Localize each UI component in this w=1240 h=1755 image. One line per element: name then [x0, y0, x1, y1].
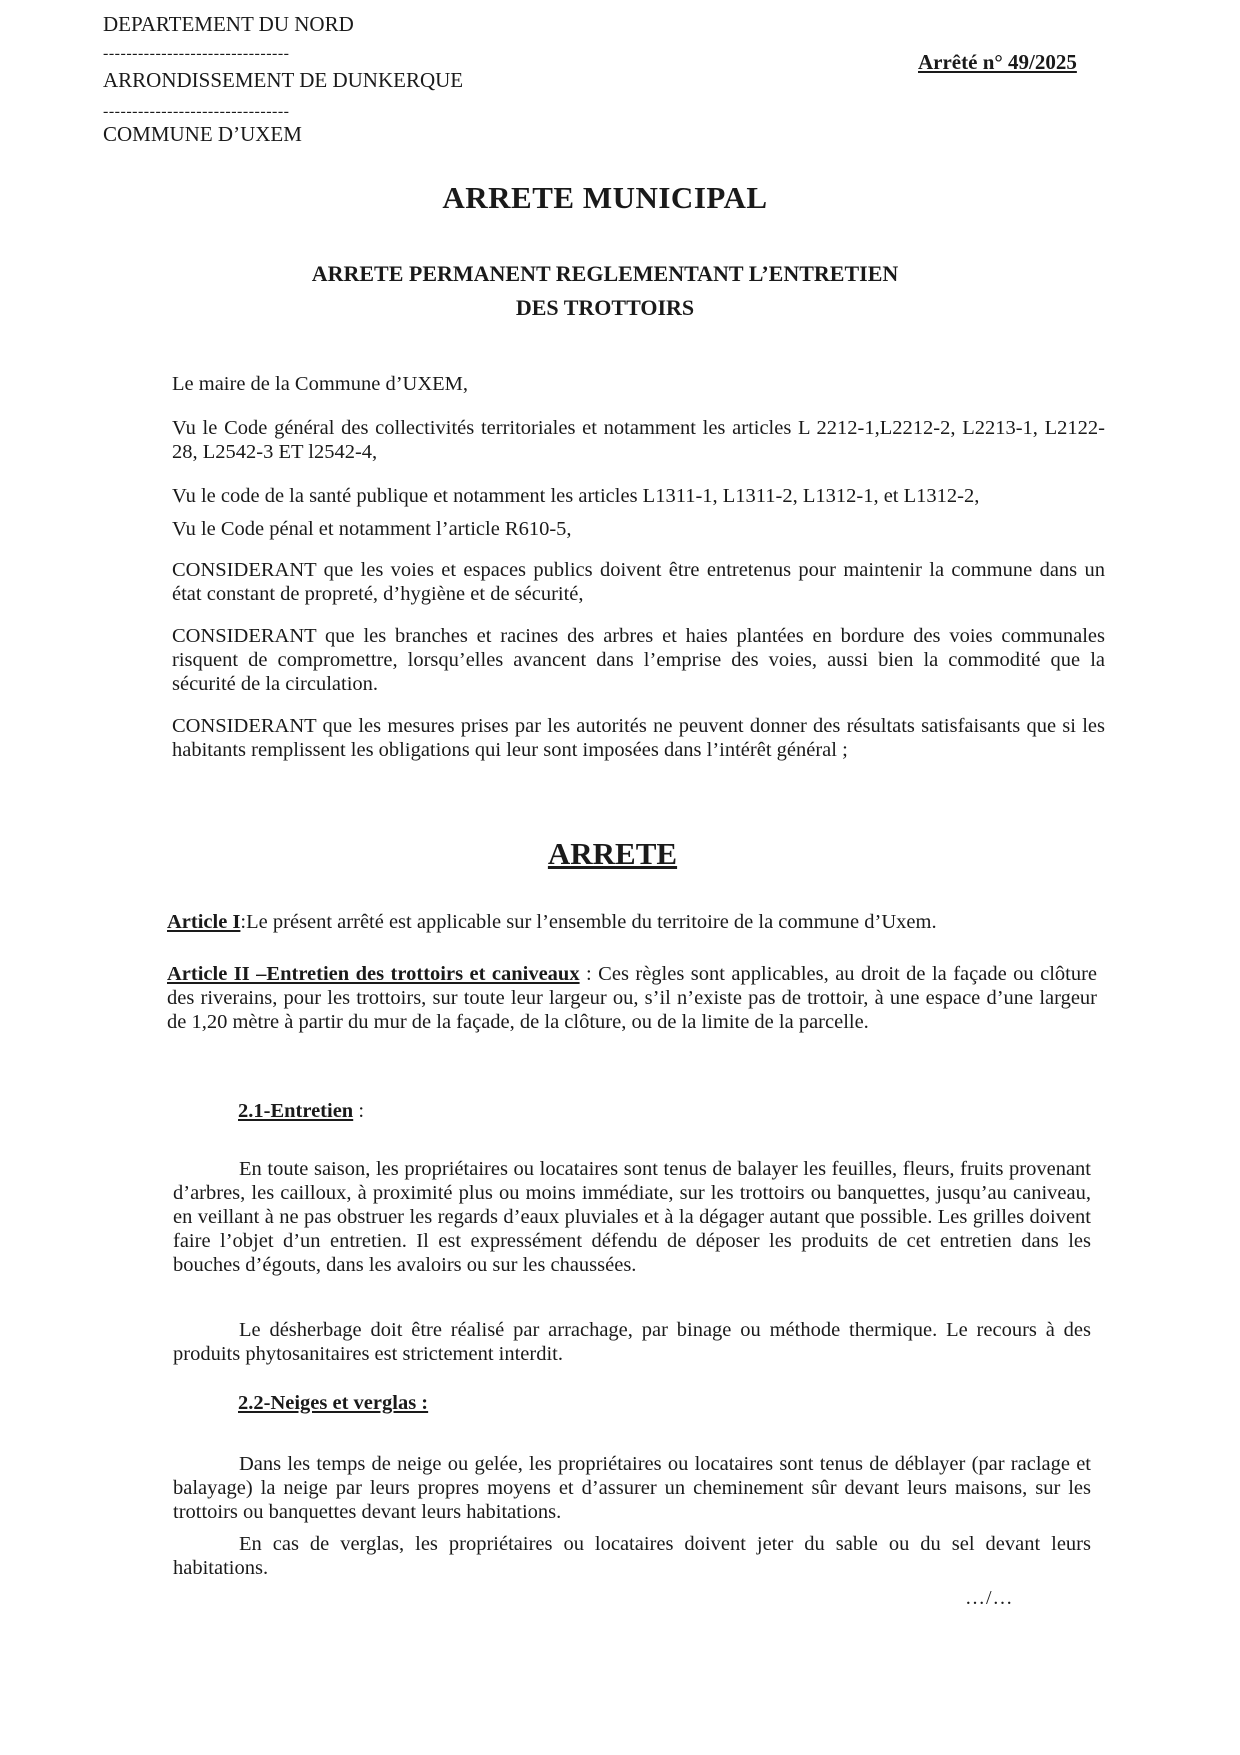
considerant-paragraph: CONSIDERANT que les branches et racines des arbres et haies plantées en bordure des voies communales risquent de compromettre, lorsqu’elles avancent dans l’emprise des voies, aussi bien la commodité que la sécurité de la circulation.	[172, 625, 1105, 695]
section-2-1-label: 2.1-Entretien	[238, 1100, 354, 1122]
vu-paragraph: Vu le Code général des collectivités territoriales et notamment les articles L 2212-1,L2212-2, L2213-1, L2122-28, L2542-3 ET l2542-4,	[172, 417, 1105, 463]
article-2-text: : Ces règles sont applicables, au droit de la façade ou clôture des riverains, pour les trottoirs, sur toute leur largeur ou, s’il n’existe pas de trottoir, à une espace d’une largeur de 1,20 mètre à partir du mur de la façade, de la clôture, ou de la limite de la parcelle.	[167, 963, 1098, 1033]
considerant-paragraph: CONSIDERANT que les voies et espaces publics doivent être entretenus pour maintenir la commune dans un état constant de propreté, d’hygiène et de sécurité,	[172, 559, 1105, 605]
continuation-mark: …/…	[965, 1587, 1014, 1609]
article-2-label: Article II –Entretien des trottoirs et caniveaux	[167, 963, 580, 985]
arrete-number: Arrêté n° 49/2025	[918, 50, 1077, 74]
vu-paragraph: Vu le code de la santé publique et notamment les articles L1311-1, L1311-2, L1312-1, et L1312-2,	[172, 485, 980, 507]
page-subtitle	[0, 257, 1210, 325]
section-2-1-paragraph: En toute saison, les propriétaires ou locataires sont tenus de balayer les feuilles, fleurs, fruits provenant d’arbres, les cailloux, à proximité plus ou moins immédiate, sur les trottoirs ou banquettes, jusqu’au caniveau, en veillant à ne pas obstruer les regards d’eaux pluviales et à la dégager autant que possible. Les grilles doivent faire l’objet d’un entretien. Il est expressément défendu de déposer les produits de cet entretien dans les bouches d’égouts, dans les avaloirs ou sur les chaussées.	[173, 1158, 1091, 1276]
article-1	[167, 910, 1112, 934]
department-label: DEPARTEMENT DU NORD	[103, 12, 354, 36]
separator-line: --------------------------------	[103, 45, 290, 62]
commune-label: COMMUNE D’UXEM	[103, 122, 302, 146]
article-1-text: :Le présent arrêté est applicable sur l’ensemble du territoire de la commune d’Uxem.	[240, 911, 937, 933]
subtitle-line: ARRETE PERMANENT REGLEMENTANT L’ENTRETIEN	[311, 261, 899, 286]
separator-line: --------------------------------	[103, 103, 290, 120]
page-title: ARRETE MUNICIPAL	[442, 180, 768, 215]
mayor-line: Le maire de la Commune d’UXEM,	[172, 373, 469, 395]
arrondissement-label: ARRONDISSEMENT DE DUNKERQUE	[103, 68, 464, 92]
considerant-paragraph: CONSIDERANT que les mesures prises par les autorités ne peuvent donner des résultats satisfaisants que si les habitants remplissent les obligations qui leur sont imposées dans l’intérêt général ;	[172, 715, 1105, 761]
section-2-1-paragraph: Le désherbage doit être réalisé par arrachage, par binage ou méthode thermique. Le recours à des produits phytosanitaires est strictement interdit.	[173, 1319, 1091, 1365]
article-2	[167, 962, 1097, 1034]
section-2-1-title	[238, 1100, 364, 1123]
section-2-2-paragraph: Dans les temps de neige ou gelée, les propriétaires ou locataires sont tenus de déblayer (par raclage et balayage) la neige par leurs propres moyens et d’assurer un cheminement sûr devant leurs maisons, sur les trottoirs ou banquettes devant leurs habitations.	[173, 1453, 1091, 1523]
article-1-label: Article I	[167, 911, 241, 933]
arrete-heading: ARRETE	[547, 836, 678, 871]
section-2-2-paragraph: En cas de verglas, les propriétaires ou locataires doivent jeter du sable ou du sel devant leurs habitations.	[173, 1533, 1091, 1579]
vu-paragraph: Vu le Code pénal et notamment l’article R610-5,	[172, 518, 572, 540]
subtitle-line: DES TROTTOIRS	[515, 295, 695, 320]
section-2-1-suffix: :	[353, 1100, 365, 1122]
section-2-2-title: 2.2-Neiges et verglas :	[238, 1392, 429, 1414]
